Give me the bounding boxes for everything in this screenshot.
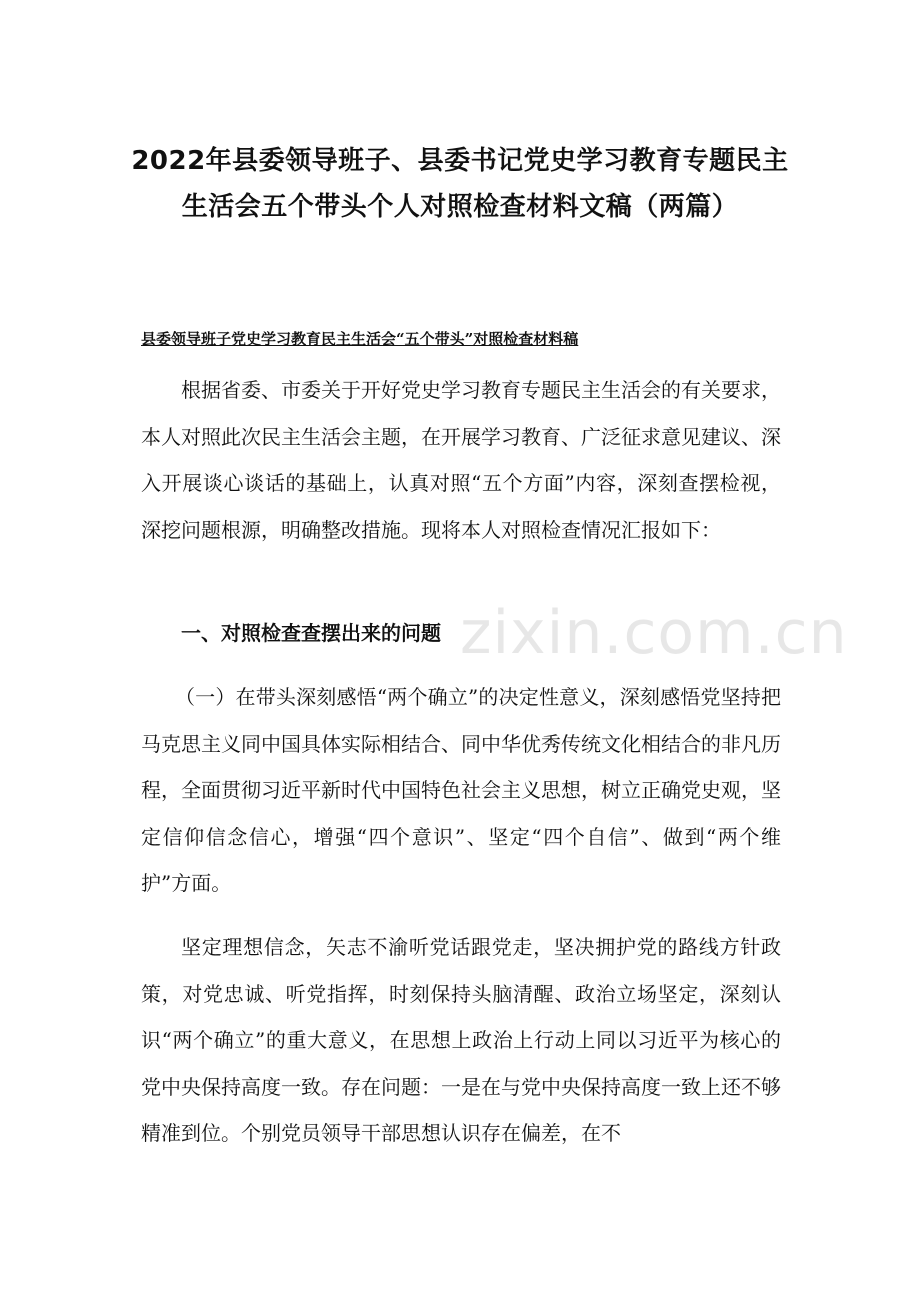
body-paragraph: 坚定理想信念，矢志不渝听党话跟党走，坚决拥护党的路线方针政策，对党忠诚、听党指挥，时刻保持头脑清醒、政治立场坚定，深刻认识“两个确立”的重大意义，在思想上政治上行动上同以习近平为核心的党中央保持高度一致。存在问题：一是在与党中央保持高度一致上还不够精准到位。个别党员领导干部思想认识存在偏差，在不 <box>141 935 781 1145</box>
document-subtitle: 县委领导班子党史学习教育民主生活会“五个带头”对照检查材料稿 <box>141 330 579 348</box>
subsection-paragraph: （一）在带头深刻感悟“两个确立”的决定性意义，深刻感悟党坚持把马克思主义同中国具体实际相结合、同中华优秀传统文化相结合的非凡历程，全面贯彻习近平新时代中国特色社会主义思想，树立正确党史观，坚定信仰信念信心，增强“四个意识”、坚定“四个自信”、做到“两个维护”方面。 <box>141 685 781 895</box>
document-title: 2022年县委领导班子、县委书记党史学习教育专题民主生活会五个带头个人对照检查材料文稿（两篇） <box>131 146 789 222</box>
watermark-text: zixin.com.cn <box>460 598 848 668</box>
intro-paragraph: 根据省委、市委关于开好党史学习教育专题民主生活会的有关要求，本人对照此次民主生活会主题，在开展学习教育、广泛征求意见建议、深入开展谈心谈话的基础上，认真对照“五个方面”内容，深刻查摆检视，深挖问题根源，明确整改措施。现将本人对照检查情况汇报如下： <box>141 378 781 542</box>
section-heading: 一、对照检查查摆出来的问题 <box>181 621 441 645</box>
